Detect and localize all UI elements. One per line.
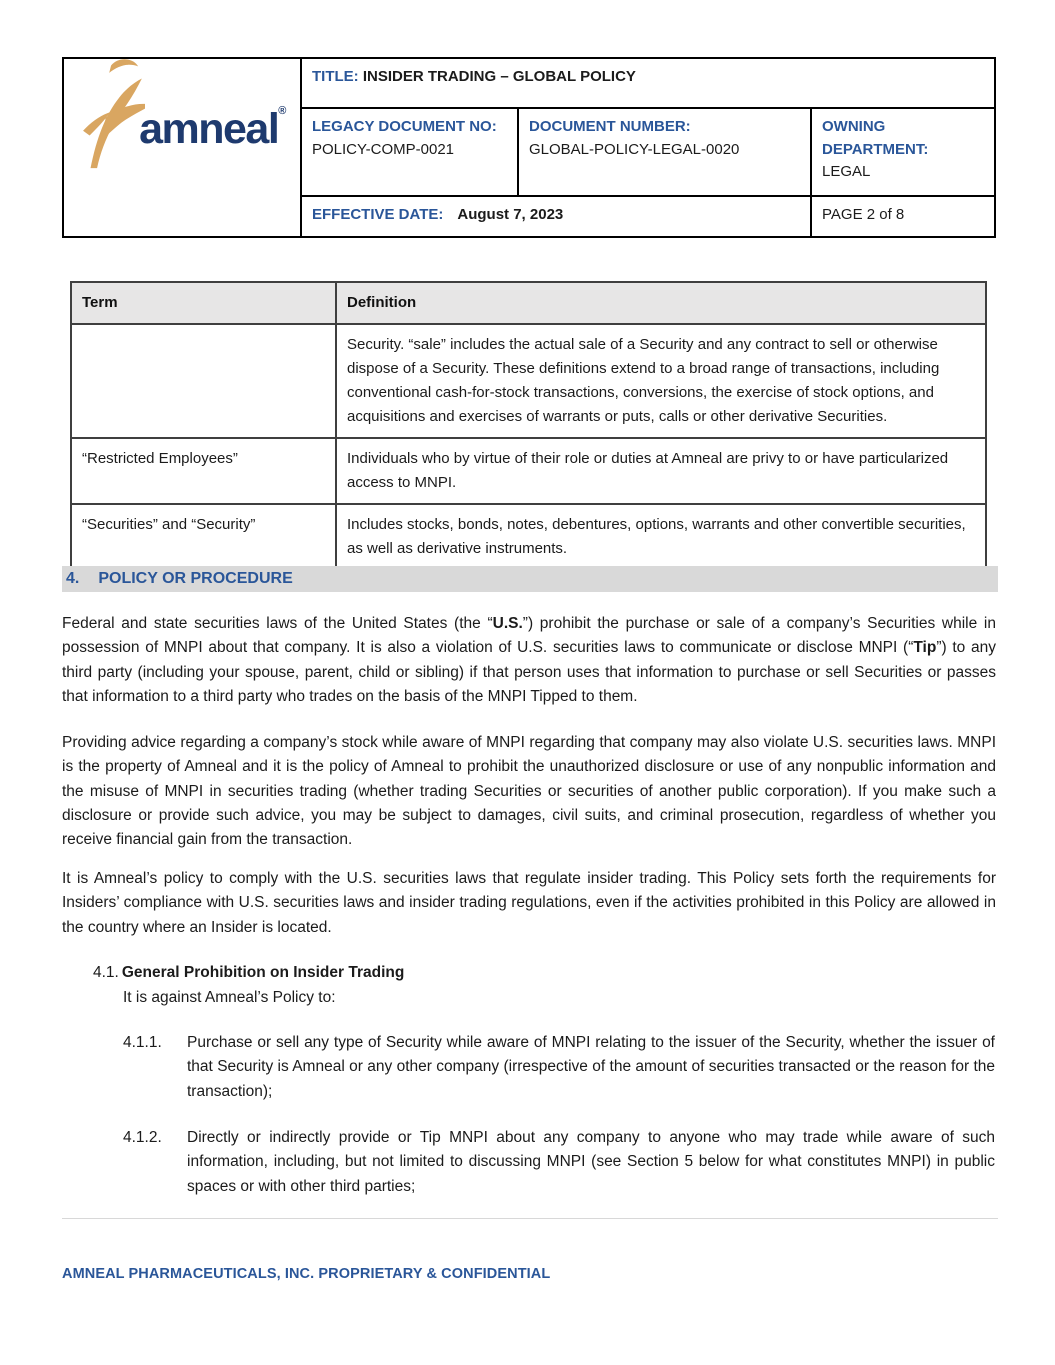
document-title: INSIDER TRADING – GLOBAL POLICY <box>362 68 636 85</box>
legacy-document-cell <box>301 108 518 196</box>
subsection-4-1-heading <box>93 961 404 985</box>
section-title: POLICY OR PROCEDURE <box>98 570 293 587</box>
list-item-4-1-1 <box>123 1031 995 1104</box>
legacy-document-value: POLICY-COMP-0021 <box>312 140 455 158</box>
owning-department-label: OWNING DEPARTMENT: <box>822 118 929 158</box>
footer-confidentiality-notice: AMNEAL PHARMACEUTICALS, INC. PROPRIETARY & CONFIDENTIAL <box>62 1266 551 1282</box>
term-cell: “Restricted Employees” <box>71 438 336 504</box>
effective-date-label: EFFECTIVE DATE: <box>312 206 444 223</box>
effective-date-cell <box>301 196 811 237</box>
page-indicator: PAGE 2 of 8 <box>811 196 995 237</box>
definition-cell: Security. “sale” includes the actual sale of a Security and any contract to sell or otherwise dispose of a Security. These definitions extend to a broad range of transactions, including conventional cash-for-stock transactions, conversions, the exercise of stock options, and acquisitions and exercises of warrants or puts, calls or other derivative Securities. <box>336 324 986 438</box>
paragraph-federal-state-laws: Federal and state securities laws of the United States (the “U.S.”) prohibit the purchase or sale of a company’s Securities while in possession of MNPI about that company. It is also a violation of U.S. securities laws to communicate or disclose MNPI (“Tip”) to any third party (including your spouse, parent, child or sibling) if that person uses that information to purchase or sell Securities or passes that information to a third party who trades on the basis of the MNPI Tipped to them. <box>62 615 996 705</box>
amneal-flame-figure-icon <box>79 58 145 178</box>
paragraph-providing-advice: Providing advice regarding a company’s stock while aware of MNPI regarding that company may also violate U.S. securities laws. MNPI is the property of Amneal and it is the policy of Amneal to prohibit the unauthorized disclosure or use of any nonpublic information and the misuse of MNPI in securities trading (whether trading Securities or securities of another public corporation). If you make such a disclosure or provide such advice, you may be subject to damages, civil suits, and criminal prosecution, regardless of whether you receive financial gain from the transaction. <box>62 734 996 849</box>
registered-mark: ® <box>278 105 285 118</box>
list-item-text: Purchase or sell any type of Security while aware of MNPI relating to the issuer of the Security, whether the issuer of that Security is Amneal or any other company (irrespective of the amount of securities transacted or the reason for the transaction); <box>187 1034 995 1100</box>
term-cell <box>71 324 336 438</box>
title-label: TITLE: <box>312 68 359 85</box>
definition-column-header: Definition <box>336 282 986 324</box>
section-heading-policy-or-procedure <box>62 566 998 592</box>
header-table <box>62 57 996 238</box>
list-item-4-1-2 <box>123 1126 995 1199</box>
effective-date-value: August 7, 2023 <box>457 206 564 223</box>
document-number-label: DOCUMENT NUMBER: <box>529 118 691 135</box>
list-item-number: 4.1.2. <box>123 1129 162 1146</box>
subsection-intro: It is against Amneal’s Policy to: <box>123 989 336 1006</box>
term-column-header: Term <box>71 282 336 324</box>
definition-cell: Includes stocks, bonds, notes, debentures, options, warrants and other convertible securities, as well as derivative instruments. <box>336 504 986 570</box>
table-row <box>71 504 986 570</box>
logo-wordmark: amneal® <box>139 105 285 154</box>
document-number-cell <box>518 108 811 196</box>
owning-department-cell <box>811 108 995 196</box>
list-item-text: Directly or indirectly provide or Tip MNPI about any company to anyone who may trade while aware of such information, including, but not limited to discussing MNPI (see Section 5 below for what constitutes MNPI) in public spaces or with other third parties; <box>187 1129 995 1195</box>
owning-department-value: LEGAL <box>822 163 871 180</box>
footer-divider <box>62 1218 998 1219</box>
definitions-header-row <box>71 282 986 324</box>
logo-cell <box>63 58 301 237</box>
term-cell: “Securities” and “Security” <box>71 504 336 570</box>
table-row <box>71 324 986 438</box>
section-number: 4. <box>66 570 80 587</box>
table-row <box>71 438 986 504</box>
list-item-number: 4.1.1. <box>123 1034 162 1051</box>
subsection-number: 4.1. <box>93 964 119 981</box>
definition-cell: Individuals who by virtue of their role or duties at Amneal are privy to or have particularized access to MNPI. <box>336 438 986 504</box>
title-cell <box>301 58 995 108</box>
subsection-title: General Prohibition on Insider Trading <box>121 964 405 981</box>
paragraph-amneal-policy-comply: It is Amneal’s policy to comply with the U.S. securities laws that regulate insider trading. This Policy sets forth the requirements for Insiders’ compliance with U.S. securities laws and insider trading regulations, even if the activities prohibited in this Policy are allowed in the country where an Insider is located. <box>62 870 996 936</box>
definitions-table <box>70 281 987 571</box>
legacy-document-label: LEGACY DOCUMENT NO: <box>312 118 497 135</box>
amneal-logo <box>74 66 290 178</box>
document-number-value: GLOBAL-POLICY-LEGAL-0020 <box>529 140 740 158</box>
